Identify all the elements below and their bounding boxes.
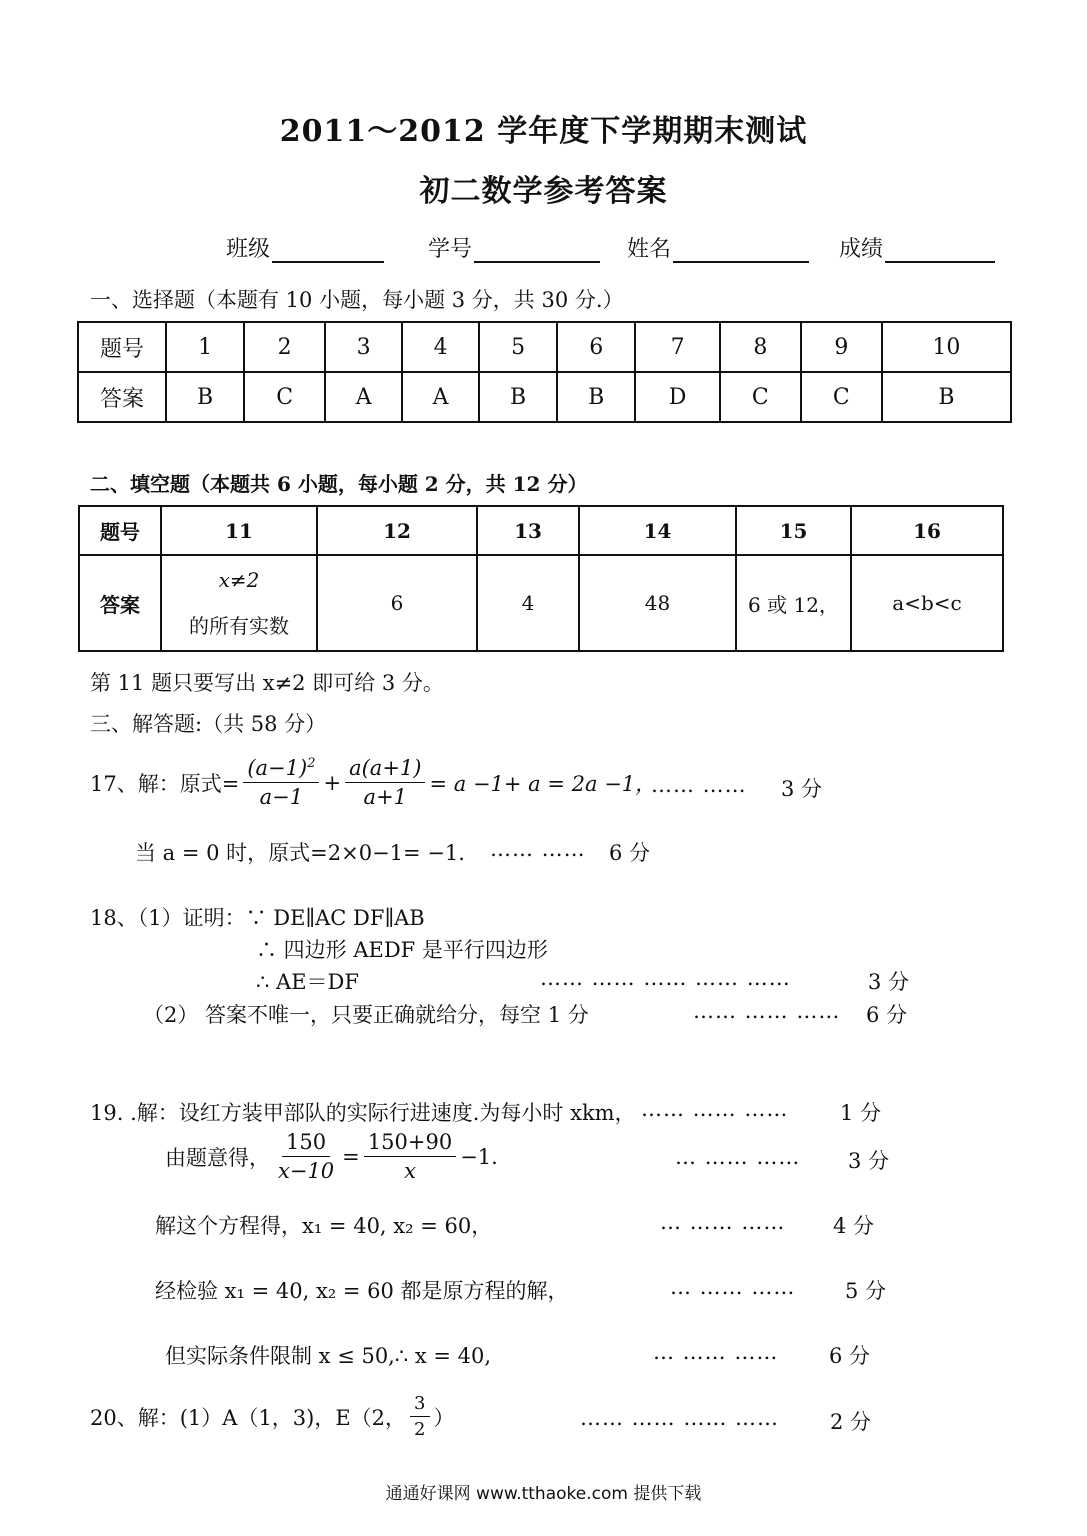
question-number: 13 (477, 506, 579, 555)
answer-cell: 4 (477, 555, 579, 651)
q20-line1: 20、解：(1）A（1，3)，E（2， $\frac{3}{2}$ ） (90, 1393, 455, 1440)
q19-line1: 19. .解：设红方装甲部队的实际行进速度.为每小时 xkm， (90, 1101, 636, 1125)
score-dots: … …… …… (660, 1210, 786, 1234)
answer-cell: 6 或 12， (736, 555, 851, 651)
answer-11-line1: x≠2 (218, 567, 260, 592)
field-name: 姓名 (627, 232, 809, 263)
question-number: 7 (635, 322, 719, 372)
answer-cell: B (479, 372, 557, 422)
fraction: $\frac{(a-1)^2}{a-1}$ (243, 756, 319, 809)
q17-line2: 当 a = 0 时，原式=2×0−1= −1. (135, 841, 465, 865)
score: 3 分 (848, 1149, 890, 1173)
question-number: 10 (882, 322, 1011, 372)
row-label: 题号 (78, 322, 166, 372)
row-label: 答案 (79, 555, 161, 651)
answer-cell (161, 555, 317, 651)
answer-11-line2: 的所有实数 (189, 613, 289, 638)
blank-line (673, 239, 809, 263)
page-footer: 通通好课网 www.tthaoke.com 提供下载 (385, 1484, 702, 1504)
question-number: 12 (317, 506, 477, 555)
q18-line3: ∴ AE＝DF (256, 970, 359, 994)
answer-cell: D (635, 372, 719, 422)
fill-answer-table (78, 505, 1004, 652)
question-number: 3 (325, 322, 402, 372)
question-number: 6 (557, 322, 635, 372)
q18-line1: 18、（1）证明：∵ DE∥AC DF∥AB (90, 906, 425, 930)
question-number: 8 (720, 322, 801, 372)
answer-cell: a<b<c (851, 555, 1003, 651)
choice-answer-table (77, 321, 1012, 423)
row-label: 题号 (79, 506, 161, 555)
score-dots: … …… …… (670, 1275, 796, 1299)
answer-cell: B (557, 372, 635, 422)
score: 6 分 (609, 841, 651, 865)
q19-line3: 解这个方程得，x₁ = 40, x₂ = 60， (155, 1214, 493, 1238)
q17-line1: 17、解：原式= $\frac{(a-1)^2}{a-1}$ + $\frac{a(a+1)}{a+1}$ = a −1+ a = 2a −1， (90, 756, 657, 809)
fraction: $\frac{150}{x-10}$ (278, 1130, 335, 1183)
score: 5 分 (845, 1279, 887, 1303)
page-title: 2011～2012 学年度下学期期末测试 (279, 114, 808, 149)
score: 6 分 (866, 1003, 908, 1027)
q19-line2: 由题意得， $\frac{150}{x-10}$ = $\frac{150+90}{x}$ −1. (165, 1130, 498, 1183)
score: 1 分 (840, 1101, 882, 1125)
score: 4 分 (833, 1214, 875, 1238)
fraction: $\frac{150+90}{x}$ (364, 1130, 456, 1183)
q18-line4: （2） 答案不唯一，只要正确就给分，每空 1 分 (143, 1003, 589, 1027)
q18-line2: ∴ 四边形 AEDF 是平行四边形 (256, 938, 548, 962)
section2-heading: 二、填空题（本题共 6 小题，每小题 2 分，共 12 分） (90, 472, 588, 496)
field-score: 成绩 (839, 232, 995, 263)
q19-line4: 经检验 x₁ = 40, x₂ = 60 都是原方程的解， (155, 1279, 569, 1303)
answer-cell: C (720, 372, 801, 422)
score: 2 分 (830, 1410, 872, 1434)
score-dots: …… …… …… (641, 1097, 789, 1121)
page-subtitle: 初二数学参考答案 (419, 174, 668, 209)
answer-cell: 6 (317, 555, 477, 651)
score-dots: …… …… (490, 837, 586, 861)
section2-note: 第 11 题只要写出 x≠2 即可给 3 分。 (90, 671, 444, 695)
question-number: 14 (579, 506, 736, 555)
score: 3 分 (868, 970, 910, 994)
answer-cell: A (325, 372, 402, 422)
question-number: 16 (851, 506, 1003, 555)
question-number: 4 (402, 322, 479, 372)
section3-heading: 三、解答题:（共 58 分） (90, 712, 327, 736)
blank-line (272, 239, 384, 263)
question-number: 11 (161, 506, 317, 555)
question-number: 2 (244, 322, 325, 372)
answer-cell: B (882, 372, 1011, 422)
answer-cell: 48 (579, 555, 736, 651)
blank-line (885, 239, 995, 263)
answer-cell: A (402, 372, 479, 422)
answer-cell: C (801, 372, 882, 422)
fraction: $\frac{3}{2}$ (410, 1393, 429, 1440)
score: 6 分 (829, 1344, 871, 1368)
table-row (79, 555, 1003, 651)
fraction: $\frac{a(a+1)}{a+1}$ (345, 756, 425, 809)
score-dots: …… …… (651, 773, 747, 797)
field-class: 班级 (226, 232, 384, 263)
table-row (78, 372, 1011, 422)
score-dots: …… …… …… (693, 999, 841, 1023)
score-dots: … …… …… (675, 1145, 801, 1169)
score-dots: … …… …… (653, 1340, 779, 1364)
question-number: 1 (166, 322, 244, 372)
score: 3 分 (781, 777, 823, 801)
question-number: 9 (801, 322, 882, 372)
answer-cell: C (244, 372, 325, 422)
answer-cell: B (166, 372, 244, 422)
row-label: 答案 (78, 372, 166, 422)
q19-line5: 但实际条件限制 x ≤ 50,∴ x = 40, (165, 1344, 492, 1368)
table-row (78, 322, 1011, 372)
question-number: 5 (479, 322, 557, 372)
score-dots: …… …… …… …… (580, 1406, 780, 1430)
table-row (79, 506, 1003, 555)
question-number: 15 (736, 506, 851, 555)
field-student-id: 学号 (428, 232, 600, 263)
score-dots: …… …… …… …… …… (540, 966, 791, 990)
blank-line (474, 239, 600, 263)
section1-heading: 一、选择题（本题有 10 小题，每小题 3 分，共 30 分.） (90, 288, 624, 312)
